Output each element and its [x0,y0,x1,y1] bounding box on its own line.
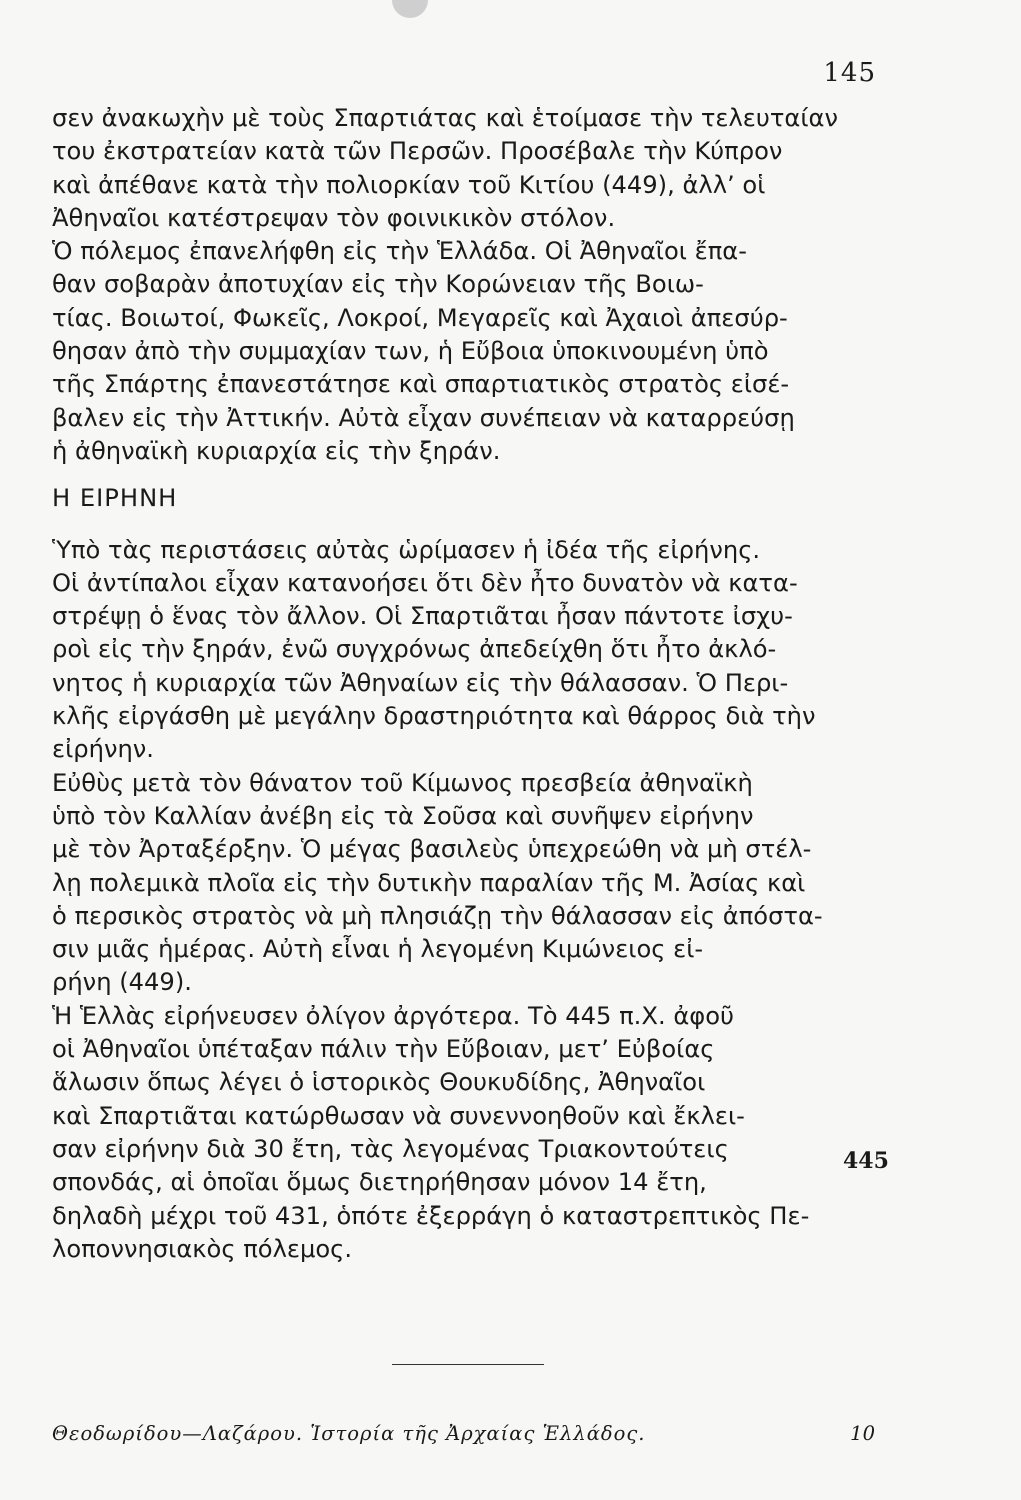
text-line: λῃ πολεμικὰ πλοῖα εἰς τὴν δυτικὴν παραλίαν τῆς Μ. Ἀσίας καὶ [52,868,806,897]
text-line: νητος ἡ κυριαρχία τῶν Ἀθηναίων εἰς τὴν θάλασσαν. Ὁ Περι- [52,668,789,697]
text-line: ἅλωσιν ὅπως λέγει ὁ ἱστορικὸς Θουκυδίδης, Ἀθηναῖοι [52,1068,706,1097]
text-line: καὶ Σπαρτιᾶται κατώρθωσαν νὰ συνεννοηθοῦν καὶ ἔκλει- [52,1101,745,1130]
footer-rule [392,1364,544,1365]
text-line: του ἐκστρατείαν κατὰ τῶν Περσῶν. Προσέβαλε τὴν Κύπρον [52,137,783,166]
text-line: σαν εἰρήνην διὰ 30 ἔτη, τὰς λεγομένας Τριακοντούτεις [52,1134,729,1163]
text-line: σιν μιᾶς ἡμέρας. Αὐτὴ εἶναι ἡ λεγομένη Κιμώνειος εἰ- [52,935,704,964]
body-text [52,102,902,1266]
paragraph-4 [52,767,902,1000]
paragraph-3 [52,534,902,767]
margin-year-note: 445 [843,1148,889,1174]
footer-signature: Θεοδωρίδου—Λαζάρου. Ἱστορία τῆς Ἀρχαίας Ἑλλάδος. [52,1422,646,1445]
paragraph-2 [52,235,902,468]
text-line: Ὑπὸ τὰς περιστάσεις αὐτὰς ὡρίμασεν ἡ ἰδέα τῆς εἰρήνης. [52,535,761,564]
text-line: θαν σοβαρὰν ἀποτυχίαν εἰς τὴν Κορώνειαν τῆς Βοιω- [52,270,704,299]
signature-number: 10 [850,1422,875,1445]
text-line: Ἀθηναῖοι κατέστρεψαν τὸν φοινικικὸν στόλον. [52,203,616,232]
text-line: Ὁ πόλεμος ἐπανελήφθη εἰς τὴν Ἑλλάδα. Οἱ Ἀθηναῖοι ἔπα- [52,237,747,266]
text-line: τῆς Σπάρτης ἐπανεστάτησε καὶ σπαρτιατικὸς στρατὸς εἰσέ- [52,370,790,399]
page-number: 145 [823,58,876,88]
ink-smudge [392,0,428,18]
text-line: δηλαδὴ μέχρι τοῦ 431, ὁπότε ἐξερράγη ὁ καταστρεπτικὸς Πε- [52,1201,810,1230]
text-line: θησαν ἀπὸ τὴν συμμαχίαν των, ἡ Εὔβοια ὑποκινουμένη ὑπὸ [52,337,769,366]
text-line: λοποννησιακὸς πόλεμος. [52,1234,353,1263]
text-line: Ἡ Ἑλλὰς εἰρήνευσεν ὀλίγον ἀργότερα. Τὸ 445 π.Χ. ἀφοῦ [52,1001,735,1030]
section-heading: Η ΕΙΡΗΝΗ [52,484,178,513]
text-line: στρέψῃ ὁ ἕνας τὸν ἄλλον. Οἱ Σπαρτιᾶται ἦσαν πάντοτε ἰσχυ- [52,602,793,631]
text-line: εἰρήνην. [52,735,154,764]
text-line: βαλεν εἰς τὴν Ἀττικήν. Αὐτὰ εἶχαν συνέπειαν νὰ καταρρεύσῃ [52,403,795,432]
text-line: κλῆς εἰργάσθη μὲ μεγάλην δραστηριότητα καὶ θάρρος διὰ τὴν [52,702,816,731]
text-line: ρήνη (449). [52,968,192,997]
text-line: Εὐθὺς μετὰ τὸν θάνατον τοῦ Κίμωνος πρεσβεία ἀθηναϊκὴ [52,768,753,797]
paragraph-1 [52,102,902,235]
text-line: ροὶ εἰς τὴν ξηράν, ἐνῶ συγχρόνως ἀπεδείχθη ὅτι ἦτο ἀκλό- [52,635,777,664]
text-line: σεν ἀνακωχὴν μὲ τοὺς Σπαρτιάτας καὶ ἑτοίμασε τὴν τελευταίαν [52,104,838,132]
text-line: οἱ Ἀθηναῖοι ὑπέταξαν πάλιν τὴν Εὔβοιαν, μετ’ Εὐβοίας [52,1035,715,1064]
text-line: σπονδάς, αἱ ὁποῖαι ὅμως διετηρήθησαν μόνον 14 ἔτη, [52,1168,707,1197]
text-line: ἡ ἀθηναϊκὴ κυριαρχία εἰς τὴν ξηράν. [52,436,501,465]
text-line: Οἱ ἀντίπαλοι εἶχαν κατανοήσει ὅτι δὲν ἦτο δυνατὸν νὰ κατα- [52,568,798,597]
text-line: μὲ τὸν Ἀρταξέρξην. Ὁ μέγας βασιλεὺς ὑπεχρεώθη νὰ μὴ στέλ- [52,835,812,864]
text-line: καὶ ἀπέθανε κατὰ τὴν πολιορκίαν τοῦ Κιτίου (449), ἀλλ’ οἱ [52,170,766,199]
text-line: ὑπὸ τὸν Καλλίαν ἀνέβη εἰς τὰ Σοῦσα καὶ συνῆψεν εἰρήνην [52,801,754,830]
paragraph-5 [52,1000,902,1266]
text-line: τίας. Βοιωτοί, Φωκεῖς, Λοκροί, Μεγαρεῖς καὶ Ἀχαιοὶ ἀπεσύρ- [52,303,788,332]
text-line: ὁ περσικὸς στρατὸς νὰ μὴ πλησιάζῃ τὴν θάλασσαν εἰς ἀπόστα- [52,901,823,930]
